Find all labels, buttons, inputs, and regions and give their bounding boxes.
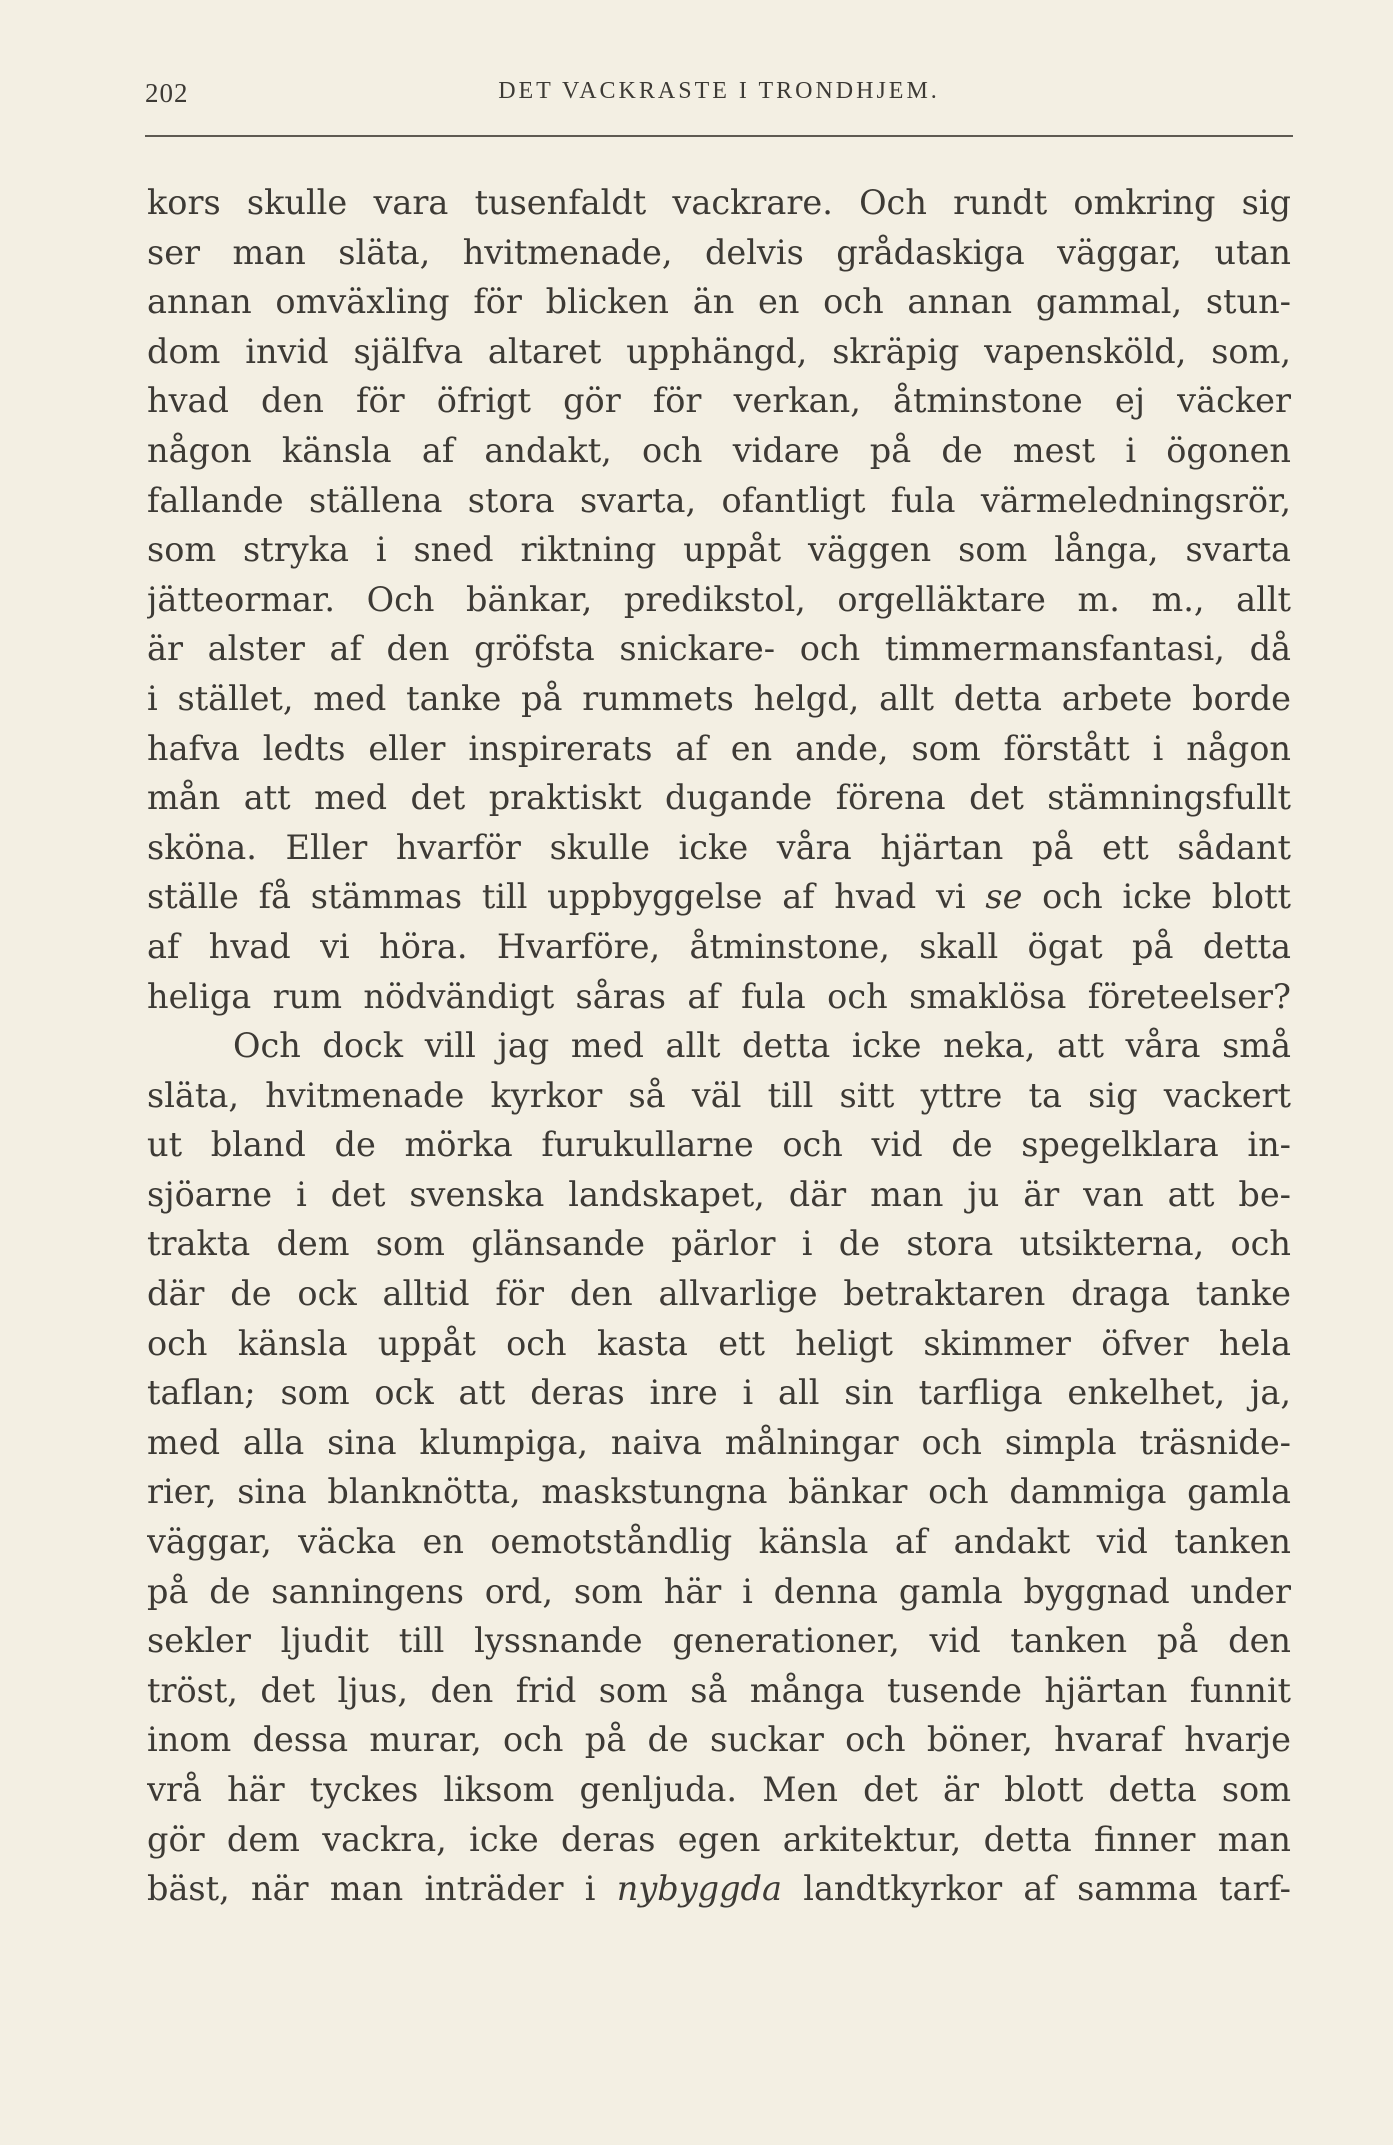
text-line: gör dem vackra, icke deras egen arkitektur, detta finner man [147, 1819, 1291, 1859]
text-line: med alla sina klumpiga, naiva målningar och simpla träsnide- [147, 1422, 1291, 1462]
text-segment: bäst, när man inträder i [147, 1869, 617, 1909]
text-line: trakta dem som glänsande pärlor i de stora utsikterna, och [147, 1224, 1291, 1264]
text-line: sköna. Eller hvarför skulle icke våra hjärtan på ett sådant [147, 827, 1291, 867]
header-rule [145, 135, 1293, 137]
text-line: är alster af den gröfsta snickare- och timmermansfantasi, då [147, 629, 1291, 669]
emphasis-text: nybyggda [616, 1869, 782, 1909]
text-line: ut bland de mörka furukullarne och vid de spegelklara in- [147, 1125, 1291, 1165]
text-segment: landtkyrkor af samma tarf- [781, 1869, 1291, 1909]
text-line: vrå här tyckes liksom genljuda. Men det är blott detta som [147, 1770, 1291, 1809]
text-line: jätteormar. Och bänkar, predikstol, orgelläktare m. m., allt [147, 579, 1291, 619]
text-segment: ställe få stämmas till uppbyggelse af hvad vi [147, 877, 986, 917]
text-line: inom dessa murar, och på de suckar och böner, hvaraf hvarje [147, 1720, 1291, 1760]
running-title: DET VACKRASTE I TRONDHJEM. [498, 78, 940, 104]
text-line: sjöarne i det svenska landskapet, där man ju är van att be- [147, 1174, 1291, 1214]
text-segment: och icke blott [1022, 877, 1291, 917]
text-line: kors skulle vara tusenfaldt vackrare. Och rundt omkring sig [147, 183, 1291, 222]
text-line: tröst, det ljus, den frid som så många tusende hjärtan funnit [147, 1670, 1291, 1710]
text-line: släta, hvitmenade kyrkor så väl till sitt yttre ta sig vackert [147, 1075, 1291, 1115]
text-line: taflan; som ock att deras inre i all sin tarfliga enkelhet, ja, [147, 1373, 1291, 1413]
text-line: fallande ställena stora svarta, ofantligt fula värmeledningsrör, [147, 480, 1291, 520]
text-line: i stället, med tanke på rummets helgd, allt detta arbete borde [147, 678, 1291, 718]
text-line: ser man släta, hvitmenade, delvis grådaskiga väggar, utan [147, 232, 1291, 272]
text-line: rier, sina blanknötta, maskstungna bänkar och dammiga gamla [147, 1472, 1291, 1512]
text-line: där de ock alltid för den allvarlige betraktaren draga tanke [147, 1274, 1291, 1314]
text-line: mån att med det praktiskt dugande förena det stämningsfullt [147, 778, 1291, 818]
text-line: annan omväxling för blicken än en och annan gammal, stun- [147, 282, 1291, 322]
text-line: af hvad vi höra. Hvarföre, åtminstone, skall ögat på detta [147, 926, 1291, 966]
text-line: dom invid själfva altaret upphängd, skräpig vapensköld, som, [147, 331, 1291, 371]
page-header [145, 78, 1293, 118]
text-line: som stryka i sned riktning uppåt väggen som långa, svarta [147, 530, 1291, 570]
page-number: 202 [145, 78, 189, 108]
text-line: väggar, väcka en oemotståndlig känsla af andakt vid tanken [147, 1522, 1291, 1562]
text-line: hvad den för öfrigt gör för verkan, åtminstone ej väcker [147, 381, 1291, 421]
paragraph-first-line: Och dock vill jag med allt detta icke neka, att våra små [233, 1026, 1291, 1066]
text-line-with-emphasis [147, 1864, 1291, 1914]
text-line-with-emphasis [147, 872, 1291, 922]
text-line: hafva ledts eller inspirerats af en ande, som förstått i någon [147, 728, 1291, 768]
body-text [147, 178, 1291, 1914]
text-line: på de sanningens ord, som här i denna gamla byggnad under [147, 1571, 1291, 1611]
text-line: och känsla uppåt och kasta ett heligt skimmer öfver hela [147, 1323, 1291, 1363]
text-line: någon känsla af andakt, och vidare på de mest i ögonen [147, 430, 1291, 470]
emphasis-text: se [985, 877, 1023, 917]
text-line: heliga rum nödvändigt såras af fula och smaklösa företeelser? [147, 976, 1291, 1016]
text-line: sekler ljudit till lyssnande generationer, vid tanken på den [147, 1621, 1291, 1661]
